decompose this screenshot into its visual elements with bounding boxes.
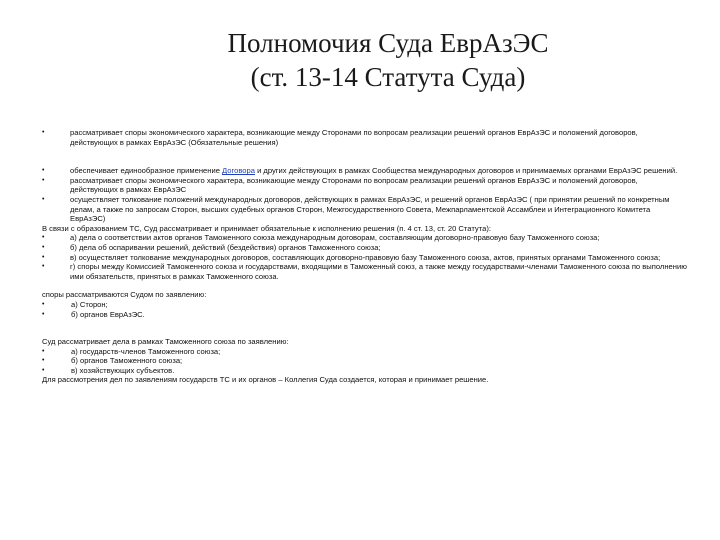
list-item-text: рассматривает споры экономического характера, возникающие между Сторонами по вопросам реализации решений органов ЕврАзЭС и положений договоров, действующих в рамках ЕврАзЭС (70, 175, 638, 195)
list-item (42, 166, 687, 176)
list-item (42, 300, 687, 310)
list-item-text: б) органов Таможенного союза; (71, 356, 183, 366)
title-line-2: (ст. 13-14 Статута Суда) (250, 62, 526, 92)
bullet-icon: • (42, 167, 45, 175)
text-fragment: обеспечивает единообразное применение (70, 166, 223, 176)
list-item-text: а) Сторон; (71, 299, 108, 309)
bullet-icon: • (42, 195, 45, 203)
collegium-note: Для рассмотрения дел по заявлениям государств ТС и их органов – Коллегия Суда создается, которая и принимает решение. (42, 375, 489, 385)
slide-title (0, 26, 720, 94)
list-item (42, 233, 687, 243)
list-item (42, 262, 687, 281)
list-item-text (70, 166, 677, 175)
disputes-intro: споры рассматриваются Судом по заявлению: (42, 290, 207, 300)
list-item-text: осуществляет толкование положений международных договоров, действующих в рамках ЕврАзЭС, и решений органов ЕврАзЭС ( при принятии решений по конкретным делам, а также по запросам Сторон, высших судебных органов Сторон, Межгосударственного Совета, Межпарламентской Ассамблеи и Интеграционного Комитета ЕврАзЭС) (70, 194, 670, 224)
list-item (42, 128, 687, 147)
list-item-text: рассматривает споры экономического характера, возникающие между Сторонами по вопросам реализации решений органов ЕврАзЭС и положений договоров, действующих в рамках ЕврАзЭС (Обязательные решения) (70, 128, 638, 147)
title-line-1: Полномочия Суда ЕврАзЭС (227, 28, 549, 58)
list-item (42, 366, 687, 376)
tc-cases-intro: Суд рассматривает дела в рамках Таможенного союза по заявлению: (42, 337, 289, 347)
list-item-text: г) споры между Комиссией Таможенного союза и государствами, входящими в Таможенный союз, а также между государствами-членами Таможенного союза по выполнению ими обязательств, принятых в рамках Таможенного союза. (70, 262, 687, 281)
treaty-link[interactable]: Договора (222, 166, 255, 176)
list-item-text: а) дела о соответствии актов органов Таможенного союза международным договорам, составляющим договорно-правовую базу Таможенного союза; (70, 233, 600, 243)
list-item (42, 310, 687, 320)
list-item-text: в) хозяйствующих субъектов. (71, 365, 175, 375)
list-item (42, 243, 687, 253)
list-item-text: в) осуществляет толкование международных договоров, составляющих договорно-правовую базу Таможенного союза, актов, принятых органами Таможенного союза; (70, 252, 661, 262)
list-item-text: б) органов ЕврАзЭС. (71, 309, 145, 319)
bullet-icon: • (42, 253, 45, 261)
bullet-icon: • (42, 310, 45, 318)
list-item (42, 176, 687, 195)
bullet-icon: • (42, 263, 45, 271)
slide-content (42, 128, 687, 385)
bullet-icon: • (42, 129, 45, 136)
list-item (42, 195, 687, 224)
text-fragment: и других действующих в рамках Сообщества международных договоров и принимаемых органами ЕврАзЭС решений. (254, 166, 678, 176)
tc-intro: В связи с образованием ТС, Суд рассматривает и принимает обязательные к исполнению решения (п. 4 ст. 13, ст. 20 Статута): (42, 223, 491, 233)
list-item-text: а) государств-членов Таможенного союза; (71, 346, 221, 356)
list-item (42, 347, 687, 357)
bullet-icon: • (42, 347, 45, 355)
bullet-icon: • (42, 300, 45, 308)
list-item (42, 356, 687, 366)
bullet-icon: • (42, 243, 45, 251)
bullet-icon: • (42, 366, 45, 374)
bullet-icon: • (42, 357, 45, 365)
bullet-icon: • (42, 234, 45, 242)
bullet-icon: • (42, 176, 45, 184)
list-item (42, 253, 687, 263)
list-item-text: б) дела об оспаривании решений, действий (бездействия) органов Таможенного союза; (70, 242, 381, 252)
